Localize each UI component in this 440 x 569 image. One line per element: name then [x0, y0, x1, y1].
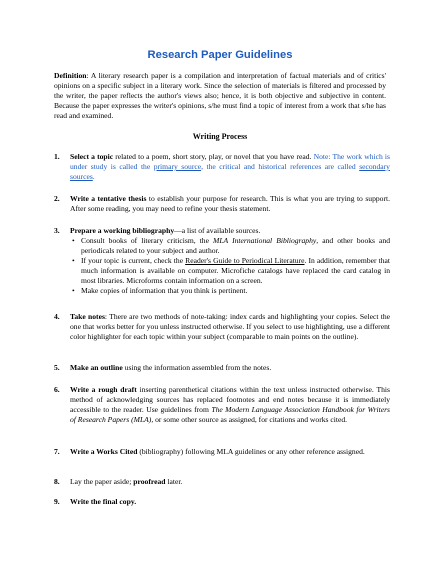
step-body: [70, 385, 390, 425]
step-text: : There are two methods of note-taking: index cards and highlighting your copies. Select the one that works better for you unless instructed otherwise. If you select to use highlighting, use a different color highlighter for each topic within your subject (comparable to main points on the outline).: [70, 312, 391, 341]
step-number: 7.: [54, 447, 60, 456]
step-text-end: or some other source as assigned, for citations and works cited.: [153, 415, 348, 424]
mla-bibliography-title: MLA International Bibliography: [213, 236, 317, 245]
step-text: (bibliography) following MLA guidelines or any other reference assigned.: [137, 447, 365, 456]
step-lead: Write a Works Cited: [70, 447, 138, 456]
definition-text: : A literary research paper is a compilation and interpretation of factual materials and of critics' opinions on a specific subject in a literary work. Since the selection of materials is filtered and processed by the writer, the paper reflects the author's views also; hence, it is both objective and subjective in content. Because the paper expresses the writer's opinions, s/he must find a topic of interest from a work that s/he has read and examined.: [54, 71, 386, 120]
definition-label: Definition: [54, 71, 87, 80]
primary-source-link[interactable]: primary source: [153, 162, 202, 171]
list-item: • Consult books of literary criticism, the MLA International Bibliography, and other books and periodicals related to your subject and author.: [81, 236, 390, 256]
step-lead: Take notes: [70, 312, 105, 321]
step-text: —a list of available sources.: [174, 226, 261, 235]
step-body: [70, 152, 390, 182]
step-number: 2.: [54, 194, 60, 203]
step-body: [70, 363, 390, 373]
step-number: 3.: [54, 226, 60, 235]
step-number: 6.: [54, 385, 60, 394]
step-lead: Make an outline: [70, 363, 123, 372]
section-heading: Writing Process: [192, 132, 248, 141]
list-item: • If your topic is current, check the Reader's Guide to Periodical Literature. In addition, remember that much information is available on computer. Microfiche catalogs have replaced the card catalog in most libraries. Microforms contain information on a screen.: [81, 256, 390, 286]
bullet-list: [70, 236, 390, 296]
step-text: using the information assembled from the notes.: [122, 363, 272, 372]
step-note-mid: , the critical and historical references are called: [201, 162, 360, 171]
step-body: [70, 447, 390, 457]
step-text: to establish your purpose for research. This is what you are trying to support. After some reading, you may need to refine your thesis statement.: [70, 194, 391, 213]
step-number: 4.: [54, 312, 60, 321]
list-item: • Make copies of information that you think is pertinent.: [81, 286, 390, 296]
step-text-end: later.: [165, 477, 183, 486]
step-number: 9.: [54, 497, 60, 506]
step-lead: Write a rough draft: [70, 385, 137, 394]
step-body: [70, 312, 390, 342]
definition-paragraph: [54, 71, 386, 121]
step-text: inserting parenthetical citations within the text unless instructed otherwise. This method of acknowledging sources has replaced footnotes and end notes because it is immediately accessible to the reader. Use guidelines from: [70, 385, 390, 414]
step-lead: Prepare a working bibliography: [70, 226, 175, 235]
step-number: 1.: [54, 152, 60, 161]
step-number: 5.: [54, 363, 60, 372]
step-body: [70, 477, 390, 487]
page-title: Research Paper Guidelines: [147, 49, 293, 61]
step-lead: Write a tentative thesis: [70, 194, 147, 203]
readers-guide-link[interactable]: Reader's Guide to Periodical Literature: [185, 256, 305, 265]
step-body: [70, 226, 390, 296]
step-lead: Select a topic: [70, 152, 114, 161]
step-note-end: .: [92, 172, 95, 181]
step-body: [70, 497, 390, 507]
step-text: related to a poem, short story, play, or novel that you have read.: [113, 152, 312, 161]
secondary-sources-link[interactable]: secondary sources: [70, 162, 390, 181]
step-lead: proofread: [133, 477, 166, 486]
step-note: Note: The work which is under study is called the: [70, 152, 390, 171]
mla-handbook-title: The Modern Language Association Handbook for Writers of Research Papers (MLA),: [70, 405, 391, 424]
step-number: 8.: [54, 477, 60, 486]
step-lead: Write the final copy.: [70, 497, 137, 506]
step-body: [70, 194, 390, 214]
step-text: Lay the paper aside;: [70, 477, 134, 486]
